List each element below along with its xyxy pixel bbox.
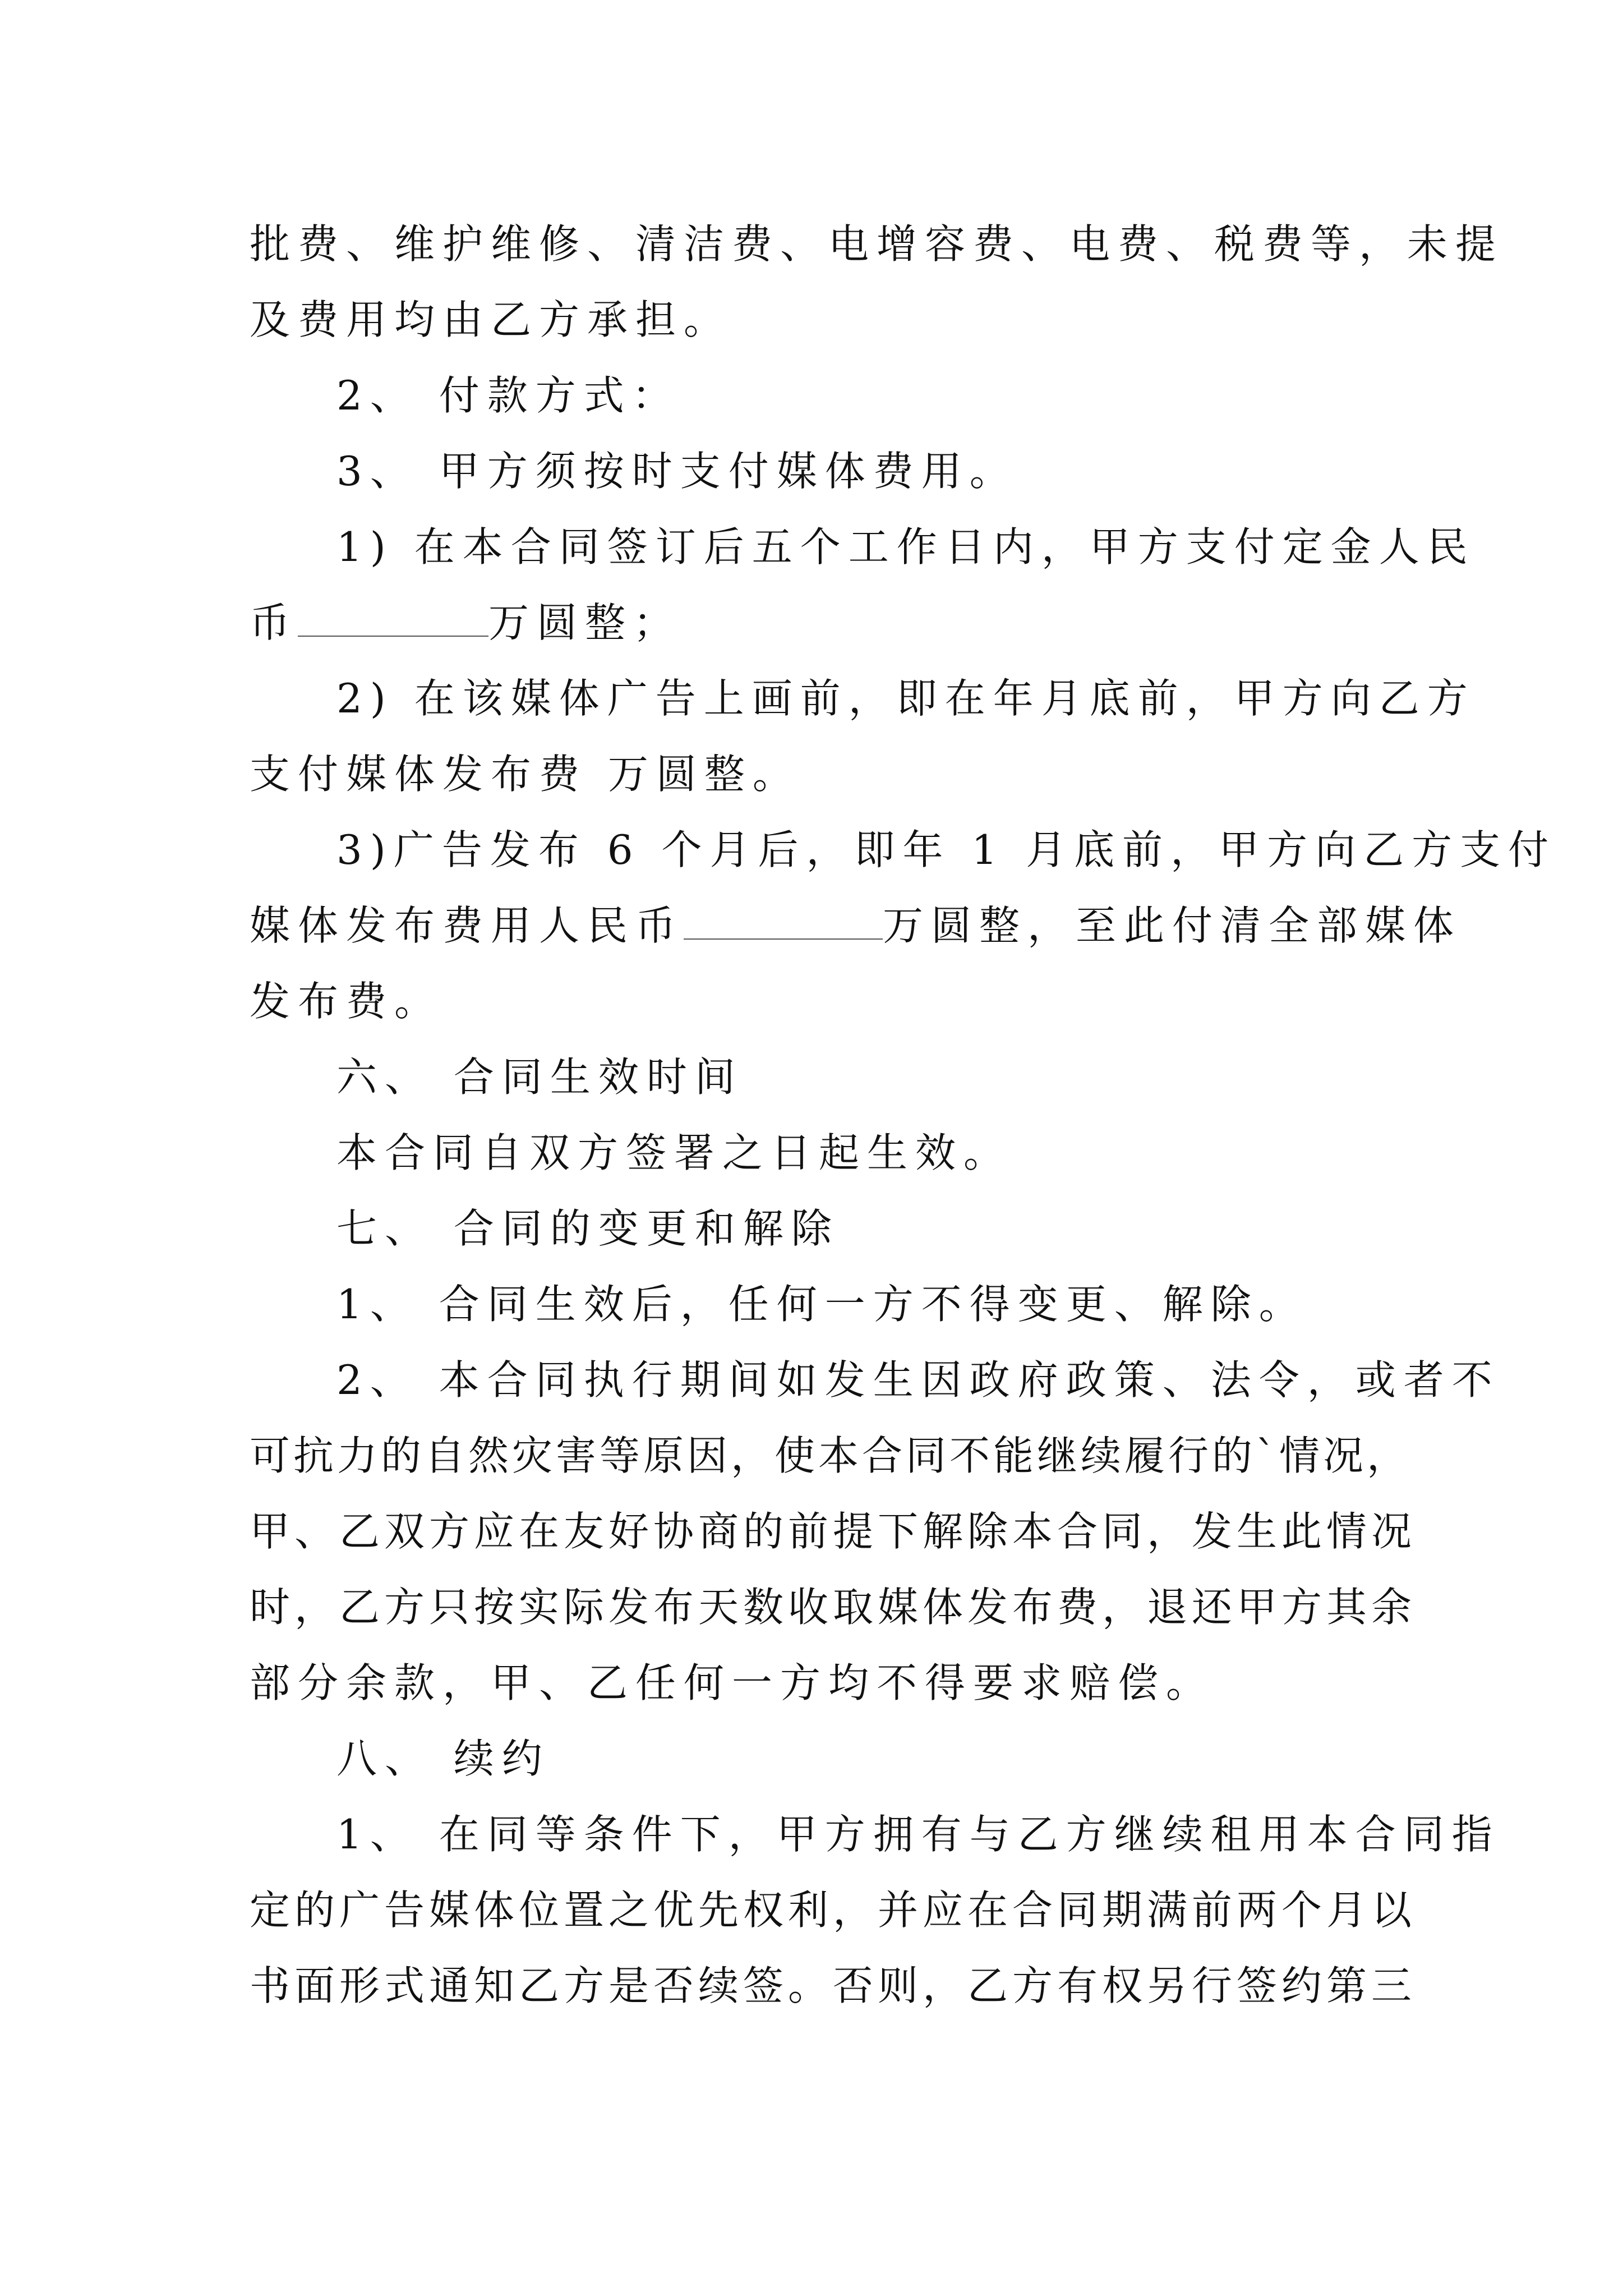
text-line: 2) 在该媒体广告上画前，即在年月底前，甲方向乙方 [336,675,1476,722]
text-line: 1、 在同等条件下，甲方拥有与乙方继续租用本合同指 [336,1811,1500,1858]
text-line: 部分余款，甲、乙任何一方均不得要求赔偿。 [250,1659,1215,1706]
text-line-with-blank [250,898,1461,954]
fill-in-blank [298,601,488,637]
text-line: 甲、乙双方应在友好协商的前提下解除本合同，发生此情况 [250,1508,1417,1555]
text-line: 可抗力的自然灾害等原因，使本合同不能继续履行的`情况， [250,1432,1411,1479]
text-line: 2、 本合同执行期间如发生因政府政策、法令，或者不 [336,1356,1500,1404]
text-line: 3、 甲方须按时支付媒体费用。 [336,448,1018,495]
text-line: 定的广告媒体位置之优先权利，并应在合同期满前两个月以 [250,1887,1417,1934]
text-line-with-blank [250,595,681,651]
text-segment: 媒体发布费用人民币 [250,902,684,949]
section-heading: 八、 续约 [336,1735,550,1782]
text-line: 批费、维护维修、清洁费、电增容费、电费、税费等，未提 [250,220,1504,268]
text-line: 书面形式通知乙方是否续签。否则，乙方有权另行签约第三 [250,1962,1417,2009]
section-heading: 七、 合同的变更和解除 [336,1205,840,1252]
text-line: 支付媒体发布费 万圆整。 [250,751,801,798]
fill-in-blank [684,904,883,940]
text-line: 2、 付款方式： [336,372,680,419]
text-line: 1) 在本合同签订后五个工作日内，甲方支付定金人民 [336,523,1476,570]
text-segment: 币 [250,599,298,646]
text-line: 时，乙方只按实际发布天数收取媒体发布费，退还甲方其余 [250,1584,1417,1631]
text-line: 本合同自双方签署之日起生效。 [336,1129,1012,1176]
text-line: 发布费。 [250,978,443,1025]
text-line: 3)广告发布 6 个月后，即年 1 月底前，甲方向乙方支付 [336,826,1557,873]
text-segment: 万圆整； [488,599,682,646]
text-line: 及费用均由乙方承担。 [250,296,732,343]
text-segment: 万圆整，至此付清全部媒体 [883,902,1462,949]
text-line: 1、 合同生效后，任何一方不得变更、解除。 [336,1281,1307,1328]
section-heading: 六、 合同生效时间 [336,1053,743,1101]
